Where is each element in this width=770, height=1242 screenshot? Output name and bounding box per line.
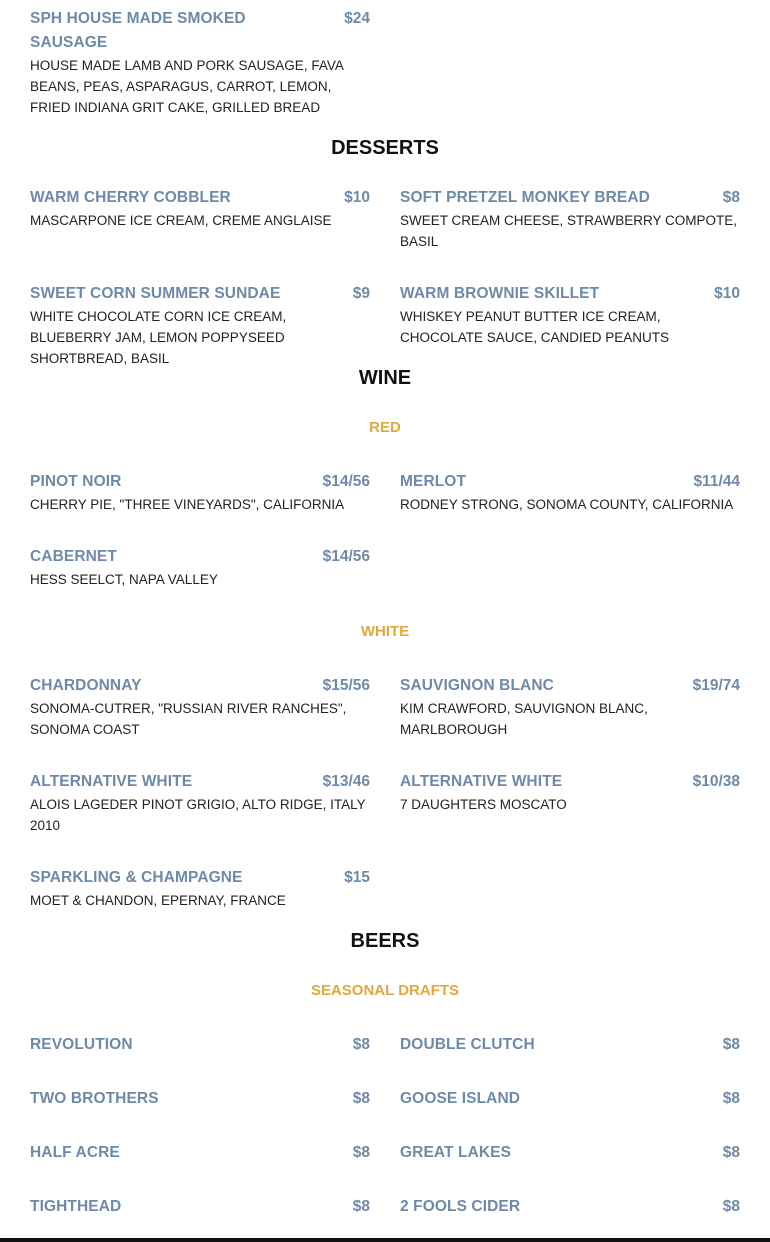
item-price: $11/44 <box>693 473 740 490</box>
item-price: $8 <box>352 1090 370 1107</box>
item-price: $14/56 <box>322 473 370 490</box>
item-price: $8 <box>722 1198 740 1215</box>
item-price: $9 <box>352 285 370 302</box>
menu-item-tighthead <box>30 1195 370 1219</box>
item-description: WHITE CHOCOLATE CORN ICE CREAM, BLUEBERRY JAM, LEMON POPPYSEED SHORTBREAD, BASIL <box>30 309 287 366</box>
item-name: TWO BROTHERS <box>30 1090 159 1107</box>
item-name: 2 FOOLS CIDER <box>400 1198 521 1215</box>
item-description: HOUSE MADE LAMB AND PORK SAUSAGE, FAVA BEANS, PEAS, ASPARAGUS, CARROT, LEMON, FRIED INDIANA GRIT CAKE, GRILLED BREAD <box>30 58 344 115</box>
item-name: TIGHTHEAD <box>30 1198 122 1215</box>
item-price: $8 <box>722 1090 740 1107</box>
item-name: ALTERNATIVE WHITE <box>400 773 563 790</box>
item-description: SWEET CREAM CHEESE, STRAWBERRY COMPOTE, BASIL <box>400 213 738 249</box>
item-name: HALF ACRE <box>30 1144 120 1161</box>
item-price: $15/56 <box>322 677 370 694</box>
menu-item-half-acre <box>30 1141 370 1165</box>
menu-item-great-lakes <box>400 1141 740 1165</box>
menu-item-pretzel-monkey-bread <box>400 186 740 252</box>
item-name: MERLOT <box>400 473 467 490</box>
menu-item-brownie-skillet <box>400 282 740 348</box>
menu-item-sparkling-champagne <box>30 866 370 911</box>
item-description: RODNEY STRONG, SONOMA COUNTY, CALIFORNIA <box>400 497 734 512</box>
item-price: $10 <box>344 189 370 206</box>
menu-item-2-fools-cider <box>400 1195 740 1219</box>
subsection-title-white: WHITE <box>360 623 410 640</box>
item-name: WARM CHERRY COBBLER <box>30 189 231 206</box>
item-price: $8 <box>722 189 740 206</box>
item-name: ALTERNATIVE WHITE <box>30 773 193 790</box>
item-name: CABERNET <box>30 548 117 565</box>
item-price: $8 <box>352 1198 370 1215</box>
item-price: $10/38 <box>692 773 740 790</box>
item-name: SAUVIGNON BLANC <box>400 677 554 694</box>
item-price: $15 <box>344 869 370 886</box>
menu-item-corn-sundae <box>30 282 370 369</box>
bottom-divider <box>0 1238 770 1242</box>
subsection-title-seasonal-drafts: SEASONAL DRAFTS <box>310 982 460 999</box>
item-name: SWEET CORN SUMMER SUNDAE <box>30 285 281 302</box>
menu-item-two-brothers <box>30 1087 370 1111</box>
item-description: KIM CRAWFORD, SAUVIGNON BLANC, MARLBOROUGH <box>400 701 648 737</box>
item-price: $8 <box>352 1036 370 1053</box>
item-description: MOET & CHANDON, EPERNAY, FRANCE <box>30 893 286 908</box>
item-description: ALOIS LAGEDER PINOT GRIGIO, ALTO RIDGE, ITALY 2010 <box>30 797 366 833</box>
item-price: $14/56 <box>322 548 370 565</box>
item-name: GREAT LAKES <box>400 1144 512 1161</box>
item-description: WHISKEY PEANUT BUTTER ICE CREAM, CHOCOLATE SAUCE, CANDIED PEANUTS <box>400 309 670 345</box>
item-name: PINOT NOIR <box>30 473 122 490</box>
section-title-desserts: DESSERTS <box>331 137 439 159</box>
item-description: 7 DAUGHTERS MOSCATO <box>400 797 567 812</box>
item-price: $13/46 <box>322 773 370 790</box>
menu-item-sauvignon-blanc <box>400 674 740 740</box>
item-name: REVOLUTION <box>30 1036 133 1053</box>
item-name: WARM BROWNIE SKILLET <box>400 285 600 302</box>
item-price: $10 <box>714 285 740 302</box>
menu-item-cherry-cobbler <box>30 186 370 231</box>
section-title-wine: WINE <box>358 367 412 389</box>
menu-item-pinot-noir <box>30 470 370 515</box>
item-price: $8 <box>352 1144 370 1161</box>
menu-item-smoked-sausage <box>30 7 370 118</box>
item-name: SPH HOUSE MADE SMOKED SAUSAGE <box>30 10 246 51</box>
item-name: SPARKLING & CHAMPAGNE <box>30 869 243 886</box>
item-name: GOOSE ISLAND <box>400 1090 521 1107</box>
item-description: HESS SEELCT, NAPA VALLEY <box>30 572 218 587</box>
menu-item-cabernet <box>30 545 370 590</box>
menu-item-alternative-white-2 <box>400 770 740 815</box>
menu-item-chardonnay <box>30 674 370 740</box>
item-name: DOUBLE CLUTCH <box>400 1036 535 1053</box>
menu-item-merlot <box>400 470 740 515</box>
menu-item-alternative-white-1 <box>30 770 370 836</box>
menu-item-double-clutch <box>400 1033 740 1057</box>
item-description: MASCARPONE ICE CREAM, CREME ANGLAISE <box>30 213 332 228</box>
subsection-title-red: RED <box>369 419 401 436</box>
menu-item-goose-island <box>400 1087 740 1111</box>
item-price: $8 <box>722 1144 740 1161</box>
item-price: $8 <box>722 1036 740 1053</box>
item-price: $19/74 <box>692 677 740 694</box>
item-description: SONOMA-CUTRER, "RUSSIAN RIVER RANCHES", SONOMA COAST <box>30 701 347 737</box>
item-name: SOFT PRETZEL MONKEY BREAD <box>400 189 650 206</box>
section-title-beers: BEERS <box>350 930 420 952</box>
item-price: $24 <box>344 10 370 27</box>
item-description: CHERRY PIE, "THREE VINEYARDS", CALIFORNIA <box>30 497 345 512</box>
menu-item-revolution <box>30 1033 370 1057</box>
item-name: CHARDONNAY <box>30 677 142 694</box>
